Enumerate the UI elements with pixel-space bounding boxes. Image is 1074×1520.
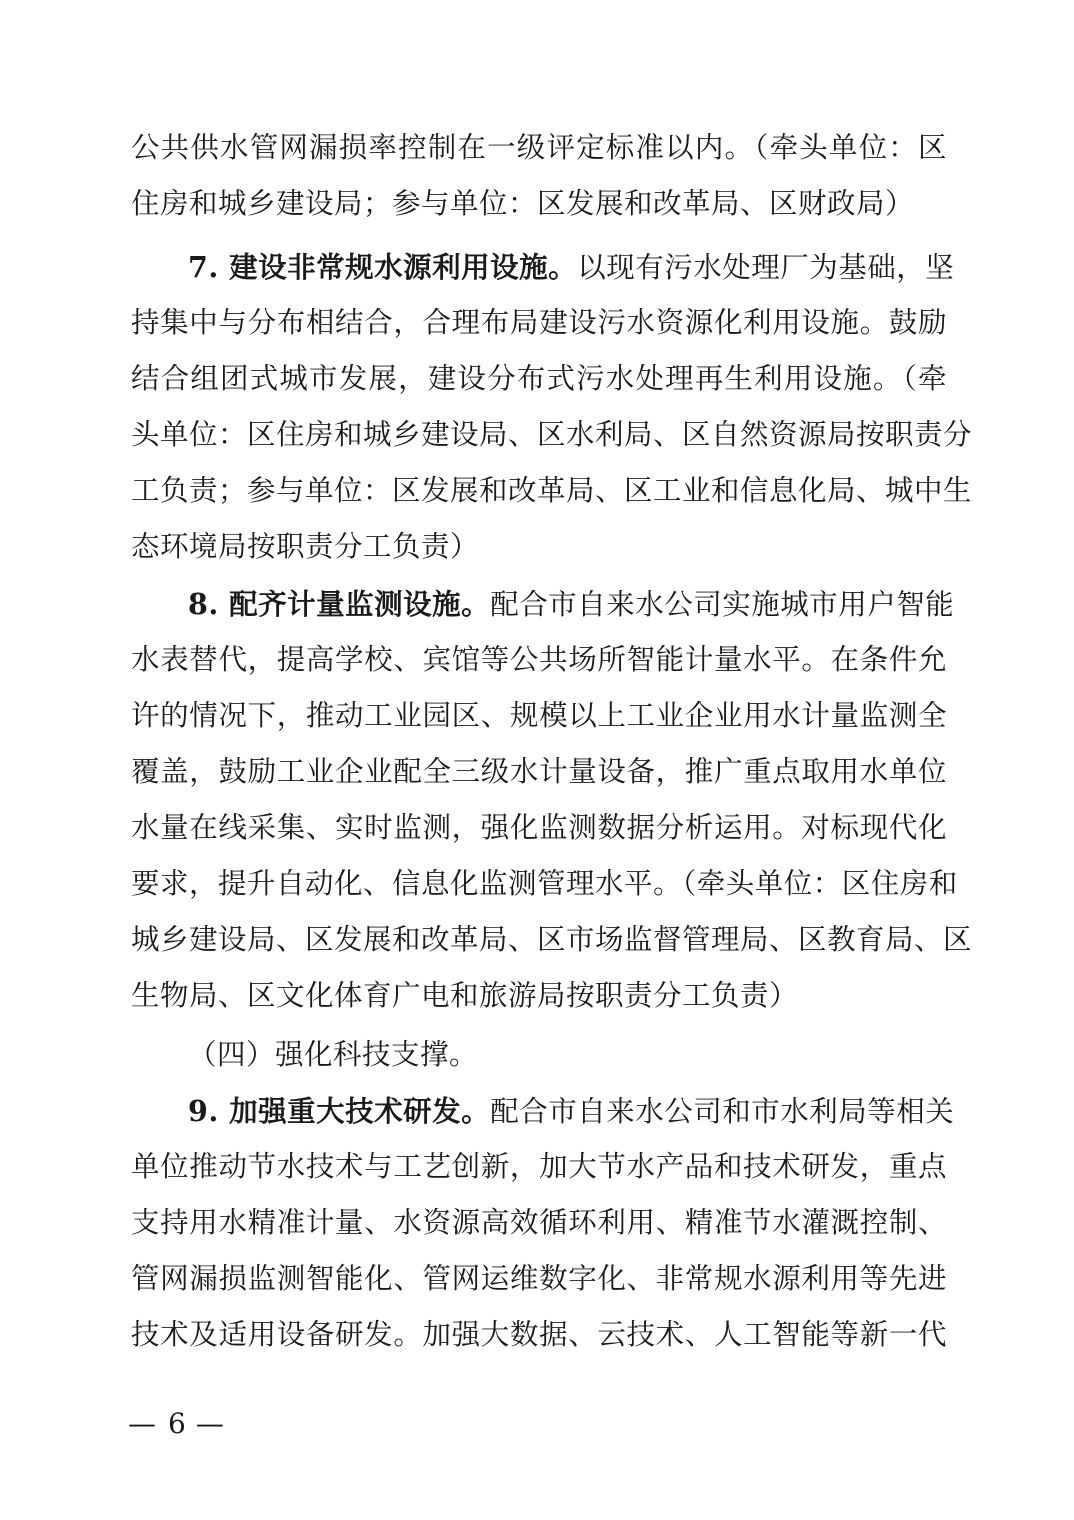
text-line: 单位推动节水技术与工艺创新，加大节水产品和技术研发，重点 bbox=[131, 1150, 947, 1183]
text-run: 配合市自来水公司实施城市用户智能 bbox=[490, 588, 955, 621]
text-line: 技术及适用设备研发。加强大数据、云技术、人工智能等新一代 bbox=[131, 1318, 947, 1351]
text-line: 态环境局按职责分工负责） bbox=[131, 530, 480, 563]
text-line bbox=[131, 576, 955, 632]
page-number-footer bbox=[128, 1404, 226, 1444]
text-line: 持集中与分布相结合，合理布局建设污水资源化利用设施。鼓励 bbox=[131, 306, 947, 339]
text-line: 管网漏损监测智能化、管网运维数字化、非常规水源利用等先进 bbox=[131, 1262, 947, 1295]
text-line: 公共供水管网漏损率控制在一级评定标准以内。（牵头单位：区 bbox=[131, 131, 947, 164]
text-line: 许的情况下，推动工业园区、规模以上工业企业用水计量监测全 bbox=[131, 699, 947, 732]
paragraph-item-7 bbox=[131, 239, 973, 575]
paragraph-section-4 bbox=[131, 1027, 947, 1083]
text-line: 城乡建设局、区发展和改革局、区市场监督管理局、区教育局、区 bbox=[131, 923, 973, 956]
page-number: 6 bbox=[168, 1407, 186, 1440]
text-line: 住房和城乡建设局；参与单位：区发展和改革局、区财政局） bbox=[131, 187, 915, 220]
section-heading: 7. 建设非常规水源利用设施。 bbox=[188, 250, 578, 284]
text-line: 头单位：区住房和城乡建设局、区水利局、区自然资源局按职责分 bbox=[131, 418, 973, 451]
text-line: 生物局、区文化体育广电和旅游局按职责分工负责） bbox=[131, 979, 799, 1012]
text-run: 配合市自来水公司和市水利局等相关 bbox=[490, 1095, 955, 1128]
page-number-dash-left: — bbox=[128, 1407, 156, 1440]
section-heading: 9. 加强重大技术研发。 bbox=[188, 1094, 491, 1128]
section-heading: 8. 配齐计量监测设施。 bbox=[188, 587, 491, 621]
text-line: 覆盖，鼓励工业企业配全三级水计量设备，推广重点取用水单位 bbox=[131, 755, 947, 788]
text-line bbox=[131, 1083, 955, 1139]
text-line: 水量在线采集、实时监测，强化监测数据分析运用。对标现代化 bbox=[131, 811, 947, 844]
text-line bbox=[131, 239, 955, 295]
text-line: 结合组团式城市发展，建设分布式污水处理再生利用设施。（牵 bbox=[131, 362, 947, 395]
paragraph-item-8 bbox=[131, 576, 973, 1024]
subsection-title: （四）强化科技支撑。 bbox=[188, 1038, 479, 1071]
text-line: 工负责；参与单位：区发展和改革局、区工业和信息化局、城中生 bbox=[131, 474, 973, 507]
text-line: 要求，提升自动化、信息化监测管理水平。（牵头单位：区住房和 bbox=[131, 867, 958, 900]
page-number-dash-right: — bbox=[195, 1407, 224, 1440]
paragraph-item-9 bbox=[131, 1083, 955, 1363]
paragraph-continuation bbox=[131, 120, 947, 232]
text-run: 以现有污水处理厂为基础，坚 bbox=[577, 251, 955, 284]
text-line: 水表替代，提高学校、宾馆等公共场所智能计量水平。在条件允 bbox=[131, 643, 947, 676]
text-line: 支持用水精准计量、水资源高效循环利用、精准节水灌溉控制、 bbox=[131, 1206, 947, 1239]
